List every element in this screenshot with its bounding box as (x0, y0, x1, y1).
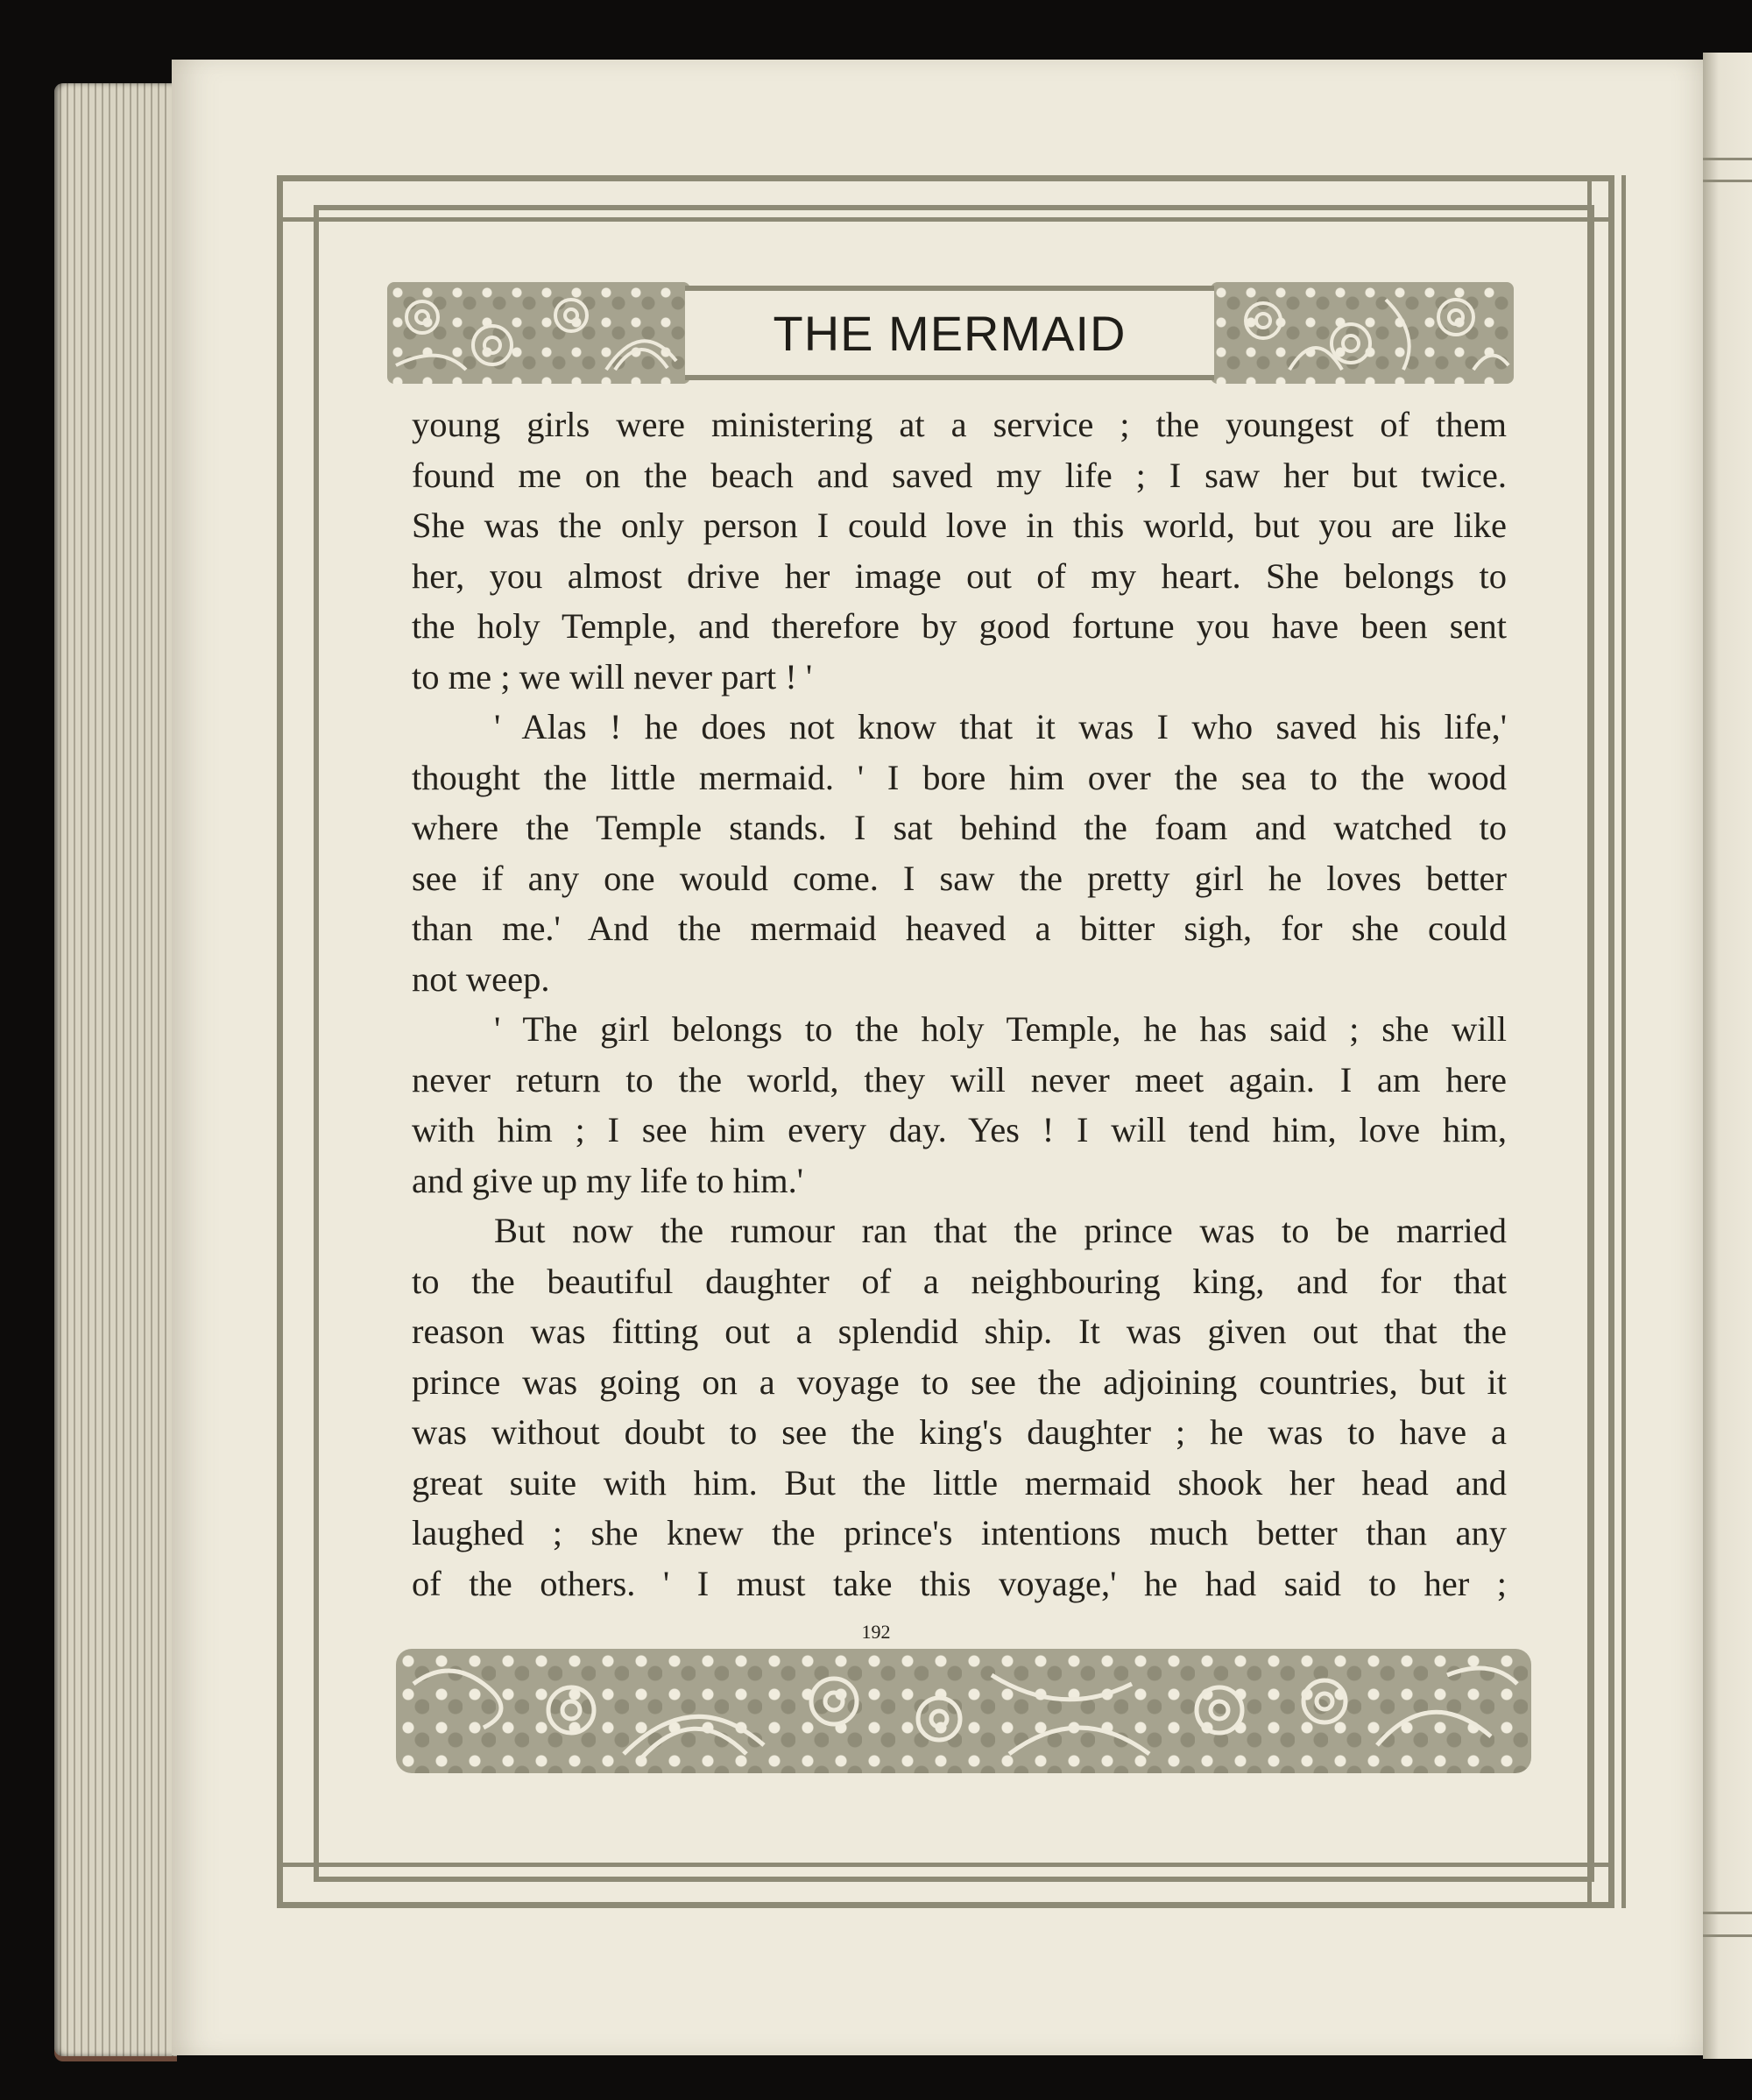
text-line: reason was fitting out a splendid ship. It was given out that the (412, 1312, 1507, 1351)
facing-page-rule (1703, 158, 1752, 160)
text-line: She was the only person I could love in this world, but you are like (412, 506, 1507, 545)
page-number: 192 (861, 1621, 891, 1643)
text-line: to me ; we will never part ! ' (412, 656, 813, 696)
page-border-rule (277, 217, 1614, 222)
page-border-rule (1587, 175, 1592, 1908)
text-line: never return to the world, they will never meet again. I am here (412, 1059, 1507, 1099)
text-line: where the Temple stands. I sat behind the foam and watched to (412, 808, 1507, 847)
footer-ornament (396, 1649, 1531, 1773)
text-line: not weep. (412, 958, 550, 999)
text-line: found me on the beach and saved my life ; I saw her but twice. (412, 455, 1507, 495)
facing-page-rule (1703, 1934, 1752, 1937)
text-line: ' The girl belongs to the holy Temple, he has said ; she will (494, 1009, 1507, 1049)
text-line: young girls were ministering at a service ; the youngest of them (412, 405, 1507, 444)
text-line: and give up my life to him.' (412, 1160, 804, 1200)
facing-page-rule (1703, 180, 1752, 182)
text-line: see if any one would come. I saw the pretty girl he loves better (412, 858, 1507, 898)
page-border-rule (277, 1863, 1614, 1867)
page-edges (54, 83, 177, 2056)
text-line: But now the rumour ran that the prince was to be married (494, 1211, 1507, 1250)
page-title: THE MERMAID (773, 305, 1127, 361)
text-line: to the beautiful daughter of a neighbouring king, and for that (412, 1261, 1507, 1301)
page-border-rule (1621, 175, 1626, 1908)
text-line: than me.' And the mermaid heaved a bitter sigh, for she could (412, 909, 1507, 948)
text-line: thought the little mermaid. ' I bore him over the sea to the wood (412, 757, 1507, 797)
header-ornament-right (1211, 282, 1514, 384)
facing-page-edge (1703, 53, 1752, 2059)
text-line: of the others. ' I must take this voyage,' he had said to her ; (412, 1563, 1507, 1603)
body-text (412, 399, 1507, 1609)
text-line: the holy Temple, and therefore by good fortune you have been sent (412, 606, 1507, 646)
text-line: prince was going on a voyage to see the adjoining countries, but it (412, 1361, 1507, 1402)
facing-page-rule (1703, 1912, 1752, 1914)
text-line: her, you almost drive her image out of my heart. She belongs to (412, 555, 1507, 596)
text-line: with him ; I see him every day. Yes ! I will tend him, love him, (412, 1110, 1507, 1149)
title-box (685, 286, 1214, 380)
header-band (387, 282, 1514, 384)
text-line: ' Alas ! he does not know that it was I who saved his life,' (494, 707, 1507, 746)
header-ornament-left (387, 282, 690, 384)
text-line: great suite with him. But the little mermaid shook her head and (412, 1462, 1507, 1503)
text-line: laughed ; she knew the prince's intentions much better than any (412, 1513, 1507, 1552)
text-line: was without doubt to see the king's daughter ; he was to have a (412, 1412, 1507, 1452)
